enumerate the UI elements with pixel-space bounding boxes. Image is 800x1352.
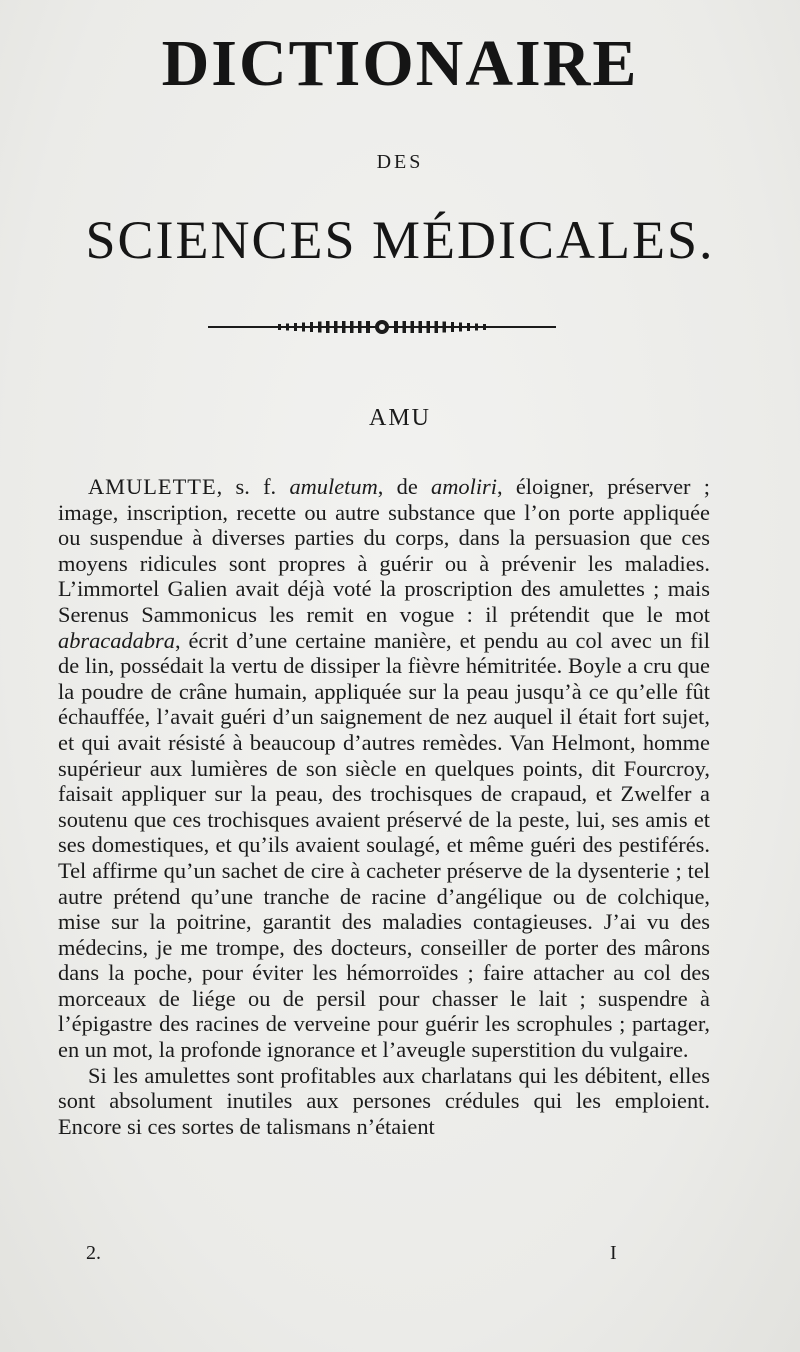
page-title: DICTIONAIRE [161, 27, 639, 100]
signature-mark: I [610, 1242, 617, 1264]
entry-paragraph-2: Si les amulettes sont profitables aux charlatans qui les débitent, elles sont absolument inutiles aux persones crédules qui les emploient. Encore si ces sortes de talismans n’étaient [58, 1062, 710, 1139]
latin-term: amuletum [289, 474, 378, 499]
entry-text-run: , de [377, 474, 432, 499]
entry-text [58, 474, 710, 1139]
entry-text-run: , écrit d’une certaine manière, et pendu au col avec un fil de lin, possédait la vertu de dissiper la fièvre hémitritée. Boyle a cru que la poudre de crâne humain, appliquée sur la peau jusqu’à ce qu’elle fût échauffée, l’avait guéri d’un saignement de nez auquel il était fort sujet, et qui avait résisté à beaucoup d’autres remèdes. Van Helmont, homme supérieur aux lumières de son siècle en quelques points, dit Fourcroy, faisait appliquer sur la peau, des trochisques de crapaud, et Zwelfer a soutenu que ces trochisques avaient préservé de la peste, lui, ses amis et ses domestiques, et qu’ils avaient soulagé, et même guéri des pestiférés. Tel affirme qu’un sachet de cire à cacheter préserve de la dysenterie ; tel autre prétend qu’une tranche de racine d’angélique ou de colchique, mise sur la poitrine, garantit des maladies contagieuses. J’ai vu des médecins, je me trompe, des docteurs, conseiller de porter des mârons dans la poche, pour éviter les hémorroïdes ; faire attacher au col des morceaux de liége ou de persil pour chasser le lait ; suspendre à l’épigastre des racines de verveine pour guérir les scrophules ; partager, en un mot, la profonde ignorance et l’aveugle superstition du vulgaire. [58, 627, 710, 1063]
entry-text-run: , éloigner, préserver ; image, inscription, recette ou autre substance que l’on porte appliquée ou suspendue à diverses parties du corps, dans la persuasion que ces moyens ridicules sont propres à guérir ou à prévenir les maladies. L’immortel Galien avait déjà voté la proscription des amulettes ; mais Serenus Sammonicus les remit en vogue : il prétendit que le mot [58, 474, 710, 627]
magic-word: abracadabra [58, 627, 175, 653]
ornamental-rule [208, 316, 556, 338]
entry-paragraph-1 [58, 474, 710, 1063]
volume-number: 2. [86, 1242, 101, 1264]
entry-text-run: , s. f. [216, 474, 290, 499]
entry-headword: AMULETTE [88, 474, 217, 499]
page-subtitle: SCIENCES MÉDICALES. [85, 210, 715, 270]
latin-term: amoliri [431, 474, 497, 499]
section-head: AMU [368, 405, 431, 431]
title-connector: DES [376, 151, 424, 173]
